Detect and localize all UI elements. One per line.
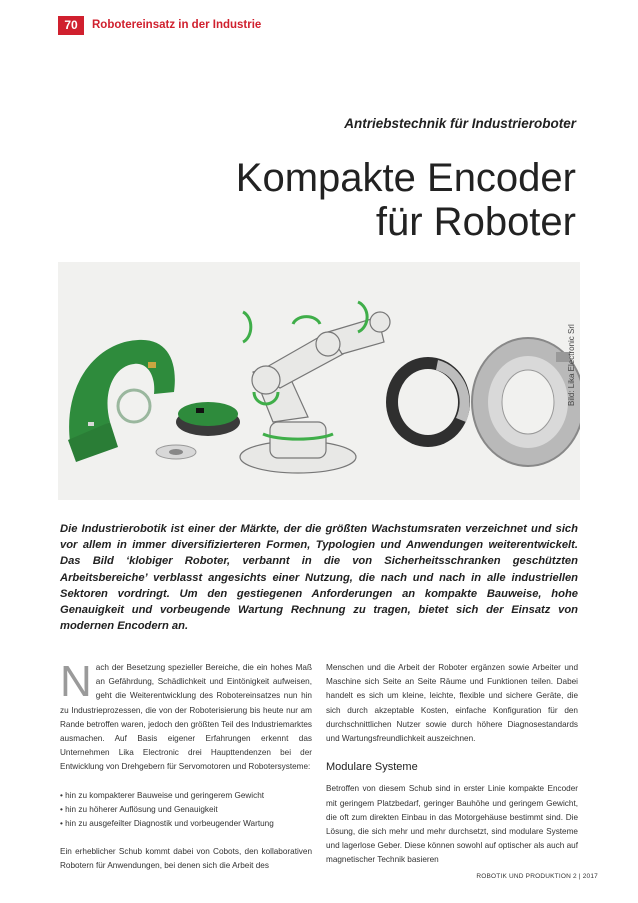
article-title bbox=[236, 156, 576, 244]
image-credit: Bild: Lika Electronic Srl bbox=[567, 324, 576, 406]
list-item: • hin zu höherer Auflösung und Genauigkeit bbox=[60, 803, 312, 817]
footer-publication: ROBOTIK UND PRODUKTION 2 | 2017 bbox=[476, 873, 598, 880]
subheading: Modulare Systeme bbox=[326, 761, 418, 774]
body-column-left bbox=[60, 657, 312, 888]
hero-illustration bbox=[58, 262, 580, 500]
list-item: • hin zu ausgefeilter Diagnostik und vorbeugender Wartung bbox=[60, 817, 312, 831]
article-title-line1: Kompakte Encoder bbox=[235, 156, 576, 200]
article-kicker: Antriebstechnik für Industrieroboter bbox=[344, 116, 576, 131]
paragraph: Ein erheblicher Schub kommt dabei von Cobots, den kollaborativen Robotern für Anwendungen, bei denen sich die Arbeit des bbox=[60, 847, 312, 871]
small-encoder-icon bbox=[156, 402, 240, 459]
hero-image-encoders-robot bbox=[58, 262, 580, 500]
page-number: 70 bbox=[58, 16, 84, 35]
paragraph bbox=[60, 657, 312, 775]
bullet-list bbox=[60, 789, 312, 832]
paragraph: Menschen und die Arbeit der Roboter ergänzen sowie Arbeiter und Maschine sich Seite an Seite Räume und Funktionen teilen. Dabei handelt es sich um kleine, leichte, flexible und sichere Geräte, die sich durch akzeptable Kosten, einfache Konfiguration für den durchschnittlichen Nutzer sowie durch höhere Diagnosestandards und Wartungsfreundlichkeit auszeichnen. bbox=[326, 663, 578, 744]
section-label: Robotereinsatz in der Industrie bbox=[92, 19, 262, 31]
paragraph-text: ach der Besetzung spezieller Bereiche, die ein hohes Maß an Gefährdung, Schädlichkeit und Eintönigkeit aufweisen, geht die Weiterentwicklung des Robotereinsatzes nun hin zu Industrieprozessen, die von der Roboterisierung bis heute nur am Rande betroffen waren, jedoch den größten Teil des Industriemarktes ausmachen. Auf Basis eigener Erfahrungen erkennt das Unternehmen Lika Electronic drei Haupttendenzen bei der Entwicklung von Drehgebern für Servomotoren und Robotersysteme: bbox=[60, 663, 312, 772]
hollow-shaft-encoder-icon bbox=[472, 338, 580, 466]
pcb-encoder-icon bbox=[68, 340, 175, 462]
ring-encoder-icon bbox=[386, 357, 470, 447]
article-lead: Die Industrierobotik ist einer der Märkte, der die größten Wachstumsraten verzeichnet und sich vor allem in immer diversifizierteren Formen, Typologien und Anwendungen weiterentwickelt. Das Bild ‘klobiger Roboter, verbannt in die von Sicherheitsschranken geschützten Arbeitsbereiche’ verblasst angesichts einer Nutzung, die nach und nach in alle industriellen Sektoren vordringt. Um den gestiegenen Anforderungen an kompakte Bauweise, hohe Genauigkeit und vorbeugende Wartung Rechnung zu tragen, bietet sich der Einsatz von modernen Encodern an. bbox=[60, 523, 578, 633]
paragraph: Betroffen von diesem Schub sind in erster Linie kompakte Encoder mit geringem Platzbedarf, geringer Bauhöhe und geringem Gewicht, die oft zum direkten Einbau in das Motorgehäuse bestimmt sind. Die Lösung, die sich mehr und mehr durchsetzt, sind modulare Systeme und lagerlose Geber. Diese können sowohl auf optischer als auch auf magnetischer Technik basieren bbox=[326, 784, 578, 865]
dropcap: N bbox=[60, 657, 92, 706]
body-column-right bbox=[326, 661, 578, 882]
article-title-line2: für Roboter bbox=[375, 200, 576, 244]
industrial-robot-arm-icon bbox=[240, 312, 390, 473]
list-item: • hin zu kompakterer Bauweise und geringerem Gewicht bbox=[60, 789, 312, 803]
